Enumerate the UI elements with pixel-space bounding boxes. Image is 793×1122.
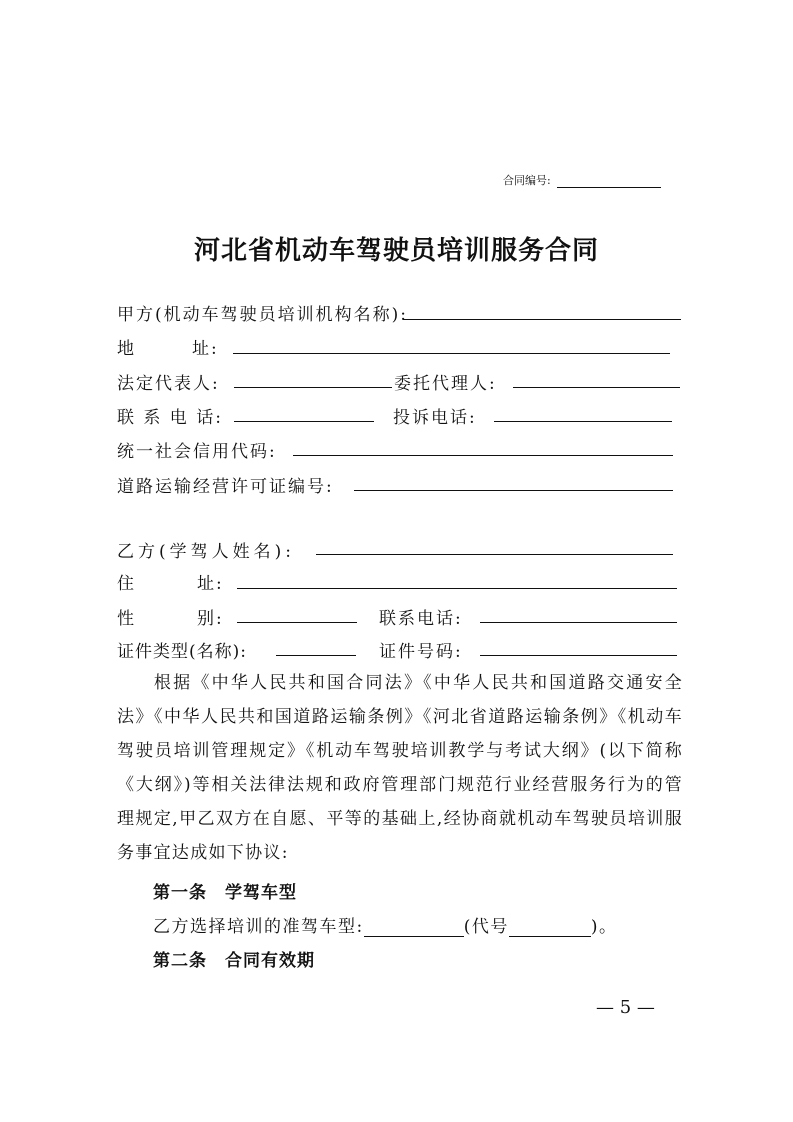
party-a-address-label-2: 址: [192,339,219,359]
license-no-field[interactable] [354,490,673,491]
id-no-label: 证件号码: [379,642,463,662]
page-title: 河北省机动车驾驶员培训服务合同 [193,236,599,266]
party-a-phone-label: 联 系 电 话: [117,408,223,428]
credit-code-label: 统一社会信用代码: [117,442,277,462]
article-1-text [153,912,618,937]
contact-phone-label: 联系电话: [379,609,463,629]
agent-label: 委托代理人: [394,374,497,394]
party-a-name-label: 甲方(机动车驾驶员培训机构名称): [117,305,408,325]
id-type-label: 证件类型(名称): [117,642,247,662]
legal-rep-label: 法定代表人: [117,374,220,394]
vehicle-type-field[interactable] [364,919,464,937]
credit-code-field[interactable] [293,455,673,456]
article-1-heading: 第一条 学驾车型 [153,883,297,903]
party-a-address-label-1: 地 [117,339,136,359]
party-a-address-field[interactable] [233,353,670,354]
party-b-name-label: 乙方(学驾人姓名): [117,542,295,562]
contract-number [503,172,661,188]
complaint-phone-label: 投诉电话: [393,408,477,428]
agent-field[interactable] [513,387,680,388]
vehicle-code-close: )。 [590,917,618,937]
page-number: — 5 — [596,997,655,1018]
party-a-name-field[interactable] [403,319,681,320]
id-type-field[interactable] [276,655,356,656]
vehicle-code-field[interactable] [509,919,591,937]
legal-rep-field[interactable] [234,387,392,388]
vehicle-code-label: (代号 [463,917,509,937]
preamble-text: 根据《中华人民共和国合同法》《中华人民共和国道路交通安全法》《中华人民共和国道路运输条例》《河北省道路运输条例》《机动车驾驶员培训管理规定》《机动车驾驶培训教学与考试大纲》(以下简称《大纲》)等相关法律法规和政府管理部门规范行业经营服务行为的管理规定,甲乙双方在自愿、平等的基础上,经协商就机动车驾驶员培训服务事宜达成如下协议: [117,673,683,863]
gender-field[interactable] [237,622,357,623]
party-b-address-field[interactable] [237,588,677,589]
vehicle-type-label: 乙方选择培训的准驾车型: [153,917,364,937]
gender-label-1: 性 [117,609,136,629]
contract-number-field[interactable] [557,175,661,188]
party-b-address-label-1: 住 [117,574,136,594]
article-2-heading: 第二条 合同有效期 [153,951,315,971]
id-no-field[interactable] [480,655,677,656]
complaint-phone-field[interactable] [494,421,672,422]
party-b-name-field[interactable] [316,554,673,555]
contract-number-label: 合同编号: [503,174,551,187]
license-no-label: 道路运输经营许可证编号: [117,477,334,497]
party-a-phone-field[interactable] [234,421,374,422]
contact-phone-field[interactable] [480,622,677,623]
party-b-address-label-2: 址: [197,574,224,594]
gender-label-2: 别: [197,609,224,629]
preamble-paragraph [117,666,683,870]
